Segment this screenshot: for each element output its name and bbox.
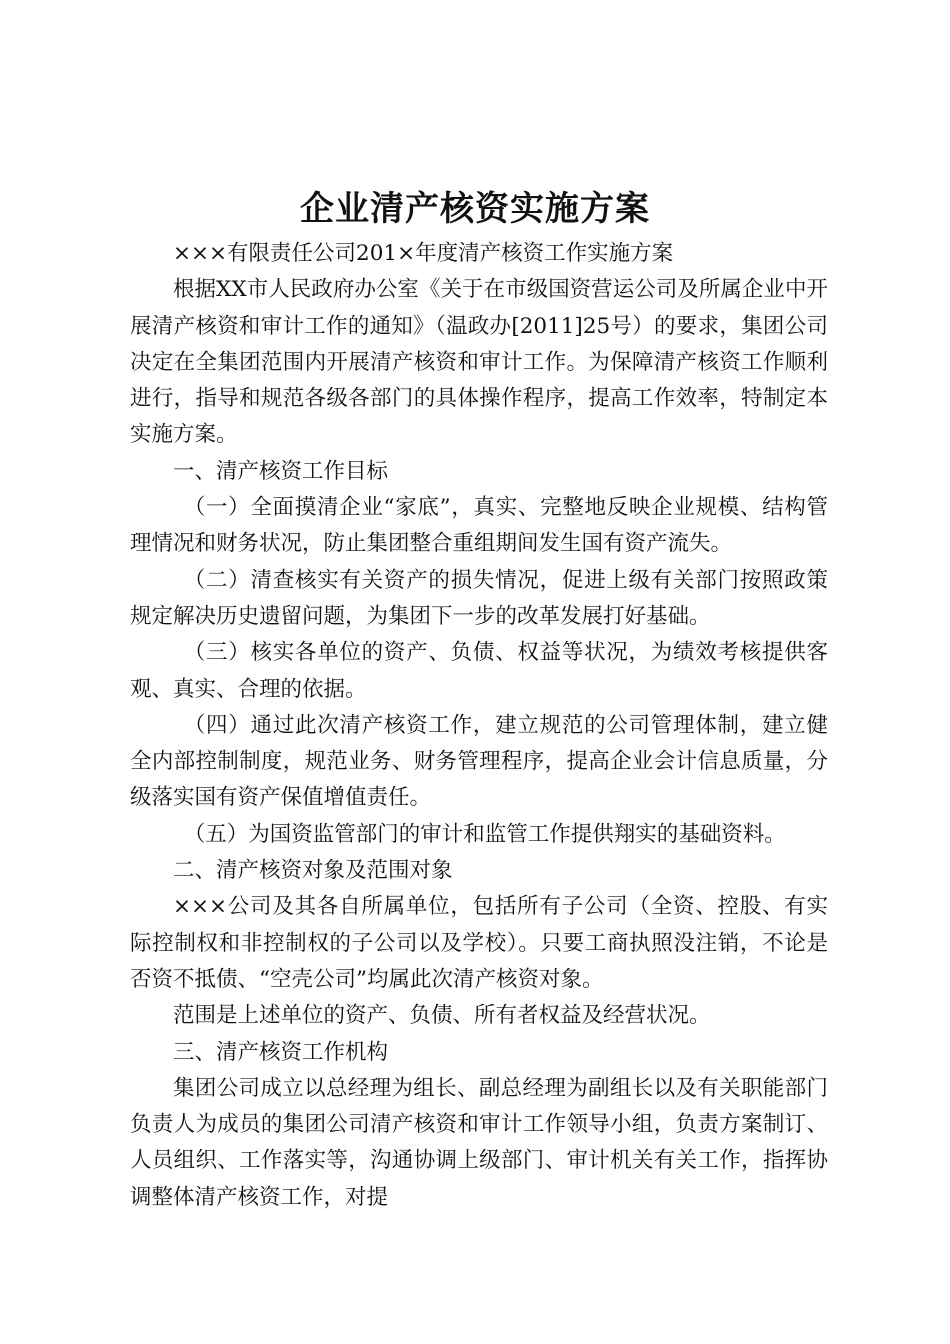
paragraph-goal-4: （四）通过此次清产核资工作，建立规范的公司管理体制，建立健全内部控制制度，规范业务、财务管理程序，提高企业会计信息质量，分级落实国有资产保值增值责任。 bbox=[130, 712, 828, 811]
section-heading-1: 一、清产核资工作目标 bbox=[173, 458, 389, 484]
paragraph-goal-5: （五）为国资监管部门的审计和监管工作提供翔实的基础资料。 bbox=[183, 821, 786, 847]
paragraph-goal-3: （三）核实各单位的资产、负债、权益等状况，为绩效考核提供客观、真实、合理的依据。 bbox=[130, 640, 828, 702]
section-heading-3: 三、清产核资工作机构 bbox=[173, 1039, 389, 1065]
section-heading-2: 二、清产核资对象及范围对象 bbox=[173, 858, 453, 884]
paragraph-scope-objects: ×××公司及其各自所属单位，包括所有子公司（全资、控股、有实际控制权和非控制权的子公司以及学校）。只要工商执照没注销，不论是否资不抵债、“空壳公司”均属此次清产核资对象。 bbox=[130, 894, 828, 992]
paragraph-subtitle: ×××有限责任公司201×年度清产核资工作实施方案 bbox=[173, 241, 674, 266]
document-body bbox=[130, 236, 828, 1216]
paragraph-goal-1: （一）全面摸清企业“家底”，真实、完整地反映企业规模、结构管理情况和财务状况，防止集团整合重组期间发生国有资产流失。 bbox=[130, 495, 828, 557]
paragraph-scope-range: 范围是上述单位的资产、负债、所有者权益及经营状况。 bbox=[173, 1003, 711, 1029]
paragraph-goal-2: （二）清查核实有关资产的损失情况，促进上级有关部门按照政策规定解决历史遗留问题，为集团下一步的改革发展打好基础。 bbox=[130, 567, 828, 629]
document-title: 企业清产核资实施方案 bbox=[300, 189, 650, 229]
paragraph-organization: 集团公司成立以总经理为组长、副总经理为副组长以及有关职能部门负责人为成员的集团公司清产核资和审计工作领导小组，负责方案制订、人员组织、工作落实等，沟通协调上级部门、审计机关有关工作，指挥协调整体清产核资工作，对提 bbox=[130, 1075, 828, 1210]
paragraph-basis: 根据XX市人民政府办公室《关于在市级国资营运公司及所属企业中开展清产核资和审计工作的通知》（温政办[2011]25号）的要求，集团公司决定在全集团范围内开展清产核资和审计工作。为保障清产核资工作顺利进行，指导和规范各级各部门的具体操作程序，提高工作效率，特制定本实施方案。 bbox=[130, 277, 828, 448]
